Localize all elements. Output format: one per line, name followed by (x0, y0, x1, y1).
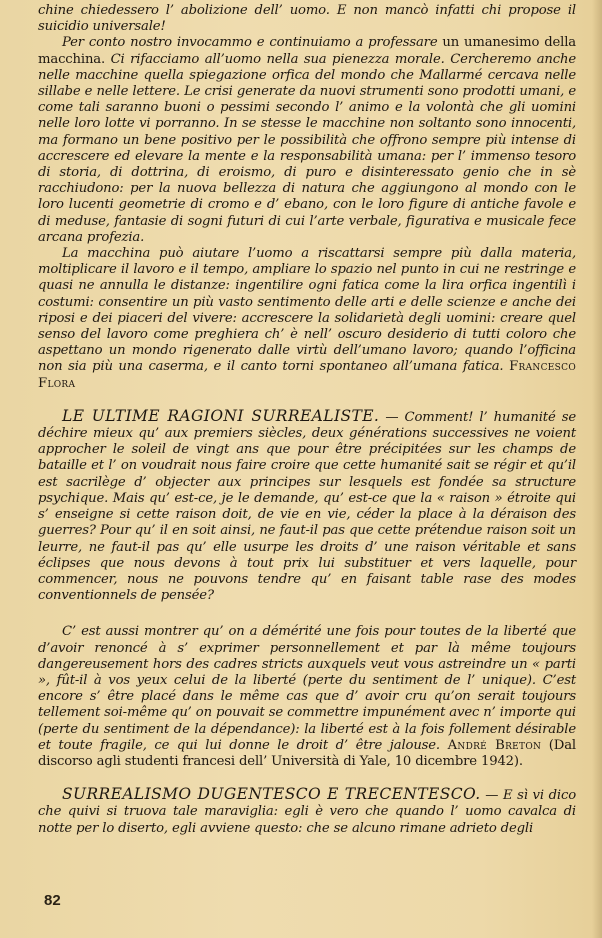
section-heading: LE ULTIME RAGIONI SURREALISTE. (62, 406, 380, 425)
source-citation: (Dal discorso agli studenti francesi dell’ Università di Yale, 10 dicembre 1942). (38, 737, 577, 769)
paragraph-text: un umanesimo della macchina. (38, 35, 576, 67)
paragraph-text: La macchina può aiutare l’uomo a riscattarsi sempre più dalla materia, moltiplicare il lavoro e il tempo, ampliare lo spazio nel punto in cui ne restringe e quasi ne annulla le distanze: ingentilire ogni fatica come la lira orfica ingentilì i costumi: consentire un più vasto sentimento delle arti e delle scienze e anche dei riposi e dei piaceri del vivere: accrescere la solidarietà degli uomini: creare quel senso del lavoro come preghiera ch’ è nell’ oscuro desiderio di tutti coloro che aspettano un mondo rigenerato dalle virtù dell’umano lavoro; quando l’officina non sia più una caserma, e il canto torni spontaneo all’umana fatica. (38, 246, 576, 375)
paragraph-liberte (38, 624, 576, 770)
paragraph-macchina (38, 246, 576, 392)
page-number: 82 (44, 892, 61, 909)
paragraph-text: C’ est aussi montrer qu’ on a démérité une fois pour toutes de la liberté que d’avoir renoncé à s’ exprimer personnellement et par là même toujours dangereusement hors des cadres stricts auxquels veut vous astreindre un « parti », fût-il à vos yeux celui de la liberté (perte du sentiment de l’ unique). C’est encore s’ être placé dans le même cas que d’ avoir cru qu’on serait toujours tellement soi-même qu’ on pouvait se commettre impunément avec n’ importe qui (perte du sentiment de la dépendance): la liberté est à la fois follement désirable et toute fragile, ce qui lui donne le droit d’ être jalouse. (38, 624, 576, 753)
author-name: André Breton (447, 737, 542, 753)
paragraph-text: Comment! l’ humanité se déchire mieux qu’ aux premiers siècles, deux générations successives ne voient approcher le soleil de vingt ans que pour être précipitées sur les champs de bataille et l’ on voudrait nous faire croire que cette humanité sait se régir et qu’il est sacrilège d’ objecter aux principes sur lesquels est fondée sa structure psychique. Mais qu’ est-ce, je le demande, qu’ est-ce que la « raison » étroite qui s’ enseigne si cette raison doit, de vie en vie, céder la place à la déraison des guerres? Pour qu’ il en soit ainsi, ne faut-il pas que cette prétendue raison soit un leurre, ne faut-il pas qu’ elle usurpe les droits d’ une raison véritable et sans éclipses que nous devons à tout prix lui substituer et vers laquelle, pour commencer, nous ne pouvons tendre qu’ en faisant table rase des modes conventionnels de pensée? (38, 409, 576, 604)
heading-dash: — (480, 788, 503, 804)
section-dugentesco (38, 786, 576, 837)
section-surrealiste (38, 408, 576, 604)
paragraph-text: chine chiedessero l’ abolizione dell’ uomo. E non mancò infatti chi propose il suicidio universale! (38, 3, 576, 35)
paragraph-text: E sì vi dico che quivi si truova tale maraviglia: egli è vero che quando l’ uomo cavalca di notte per lo diserto, egli avviene questo: che se alcuno rimane adrieto degli (38, 788, 577, 836)
paragraph-umanesimo (38, 35, 576, 246)
paragraph-continuation (38, 3, 576, 35)
section-heading: SURREALISMO DUGENTESCO E TRECENTESCO. (62, 785, 481, 804)
paragraph-text: Ci rifacciamo all’uomo nella sua pienezza morale. Cercheremo anche nelle macchine quella spiegazione orfica del mondo che Mallarmé cercava nelle sillabe e nelle lettere. Le crisi generate da nuovi strumenti sono prodotti umani, e come tali saranno buoni o pessimi secondo l’ animo e la volontà che gli uomini nelle loro lotte vi porranno. In se stesse le macchine non soltanto sono innocenti, ma formano un bene positivo per le possibilità che offrono sempre più intense di accrescere ed elevare la mente e la responsabilità umana: per l’ immenso tesoro di storia, di dottrina, di eroismo, di puro e disinteressato genio che in sè racchiudono: per la nuova bellezza di natura che aggiungono al mondo con le loro lucenti geometrie di cromo e d’ ebano, con le loro figure di antiche favole e di meduse, fantasie di sogni futuri di cui l’arte verbale, figurativa e musicale fece arcana profezia. (38, 51, 576, 245)
heading-dash: — (379, 409, 405, 425)
paragraph-text: Per conto nostro invocammo e continuiamo a professare (62, 35, 438, 51)
author-name: Francesco Flora (38, 359, 576, 391)
